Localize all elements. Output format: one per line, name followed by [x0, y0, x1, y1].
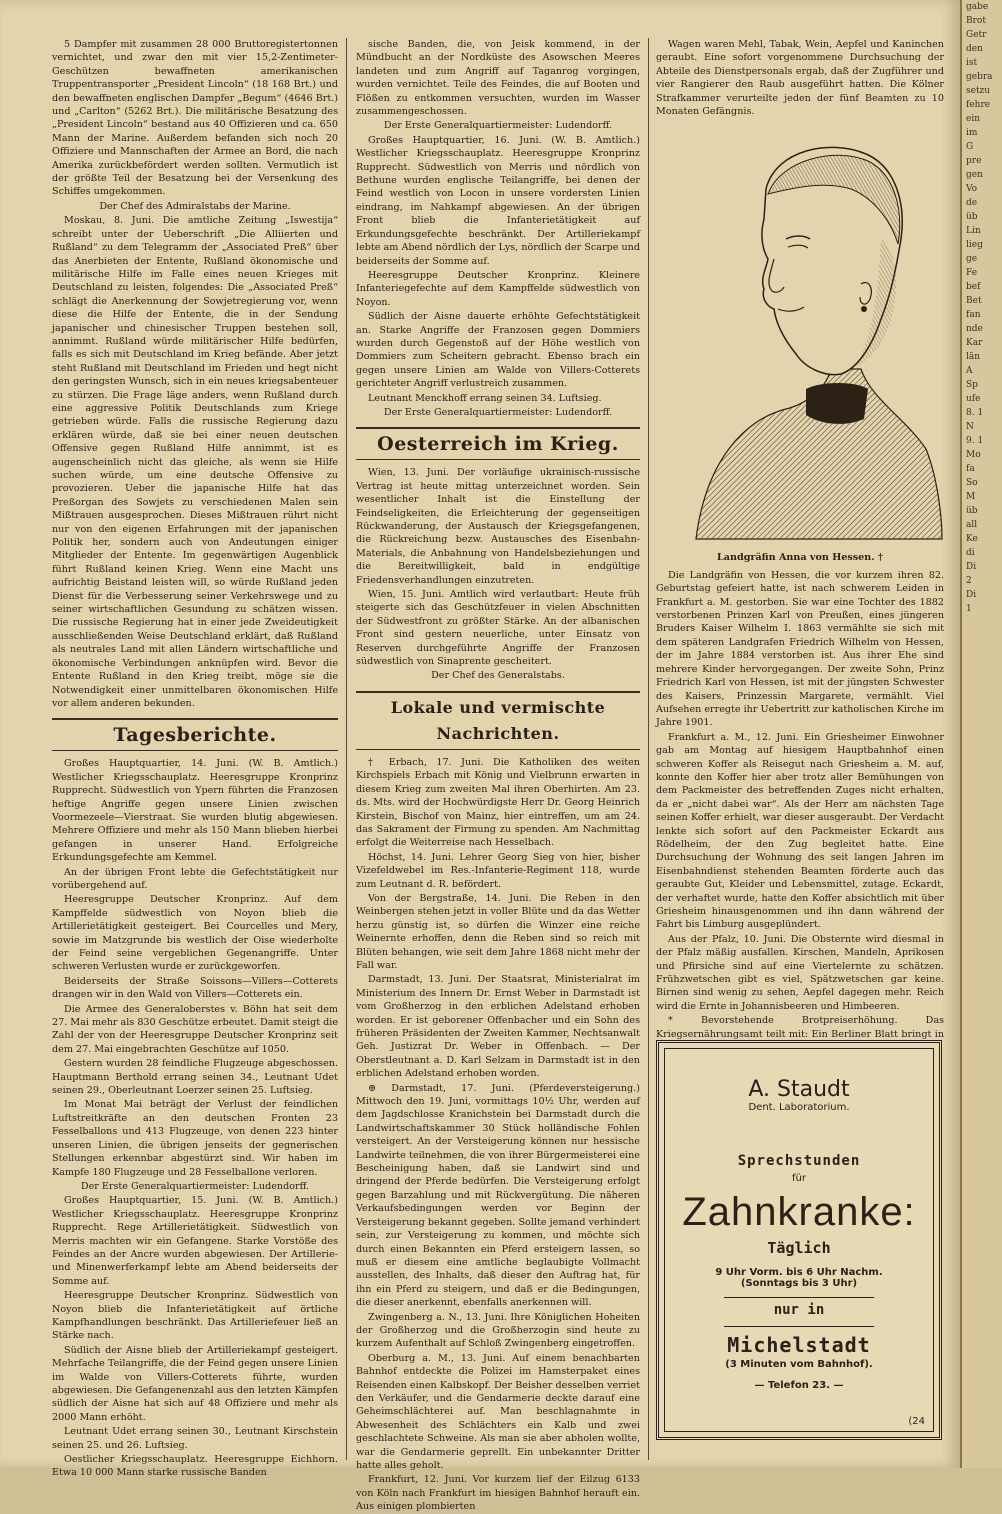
edge-fragment: Bet: [966, 296, 982, 306]
edge-fragment: Mo: [966, 450, 981, 460]
paragraph: † Erbach, 17. Juni. Die Katholiken des weiten Kirchspiels Erbach mit König und Vielbrunn erwarten in diesem Krieg zum zweiten Mal ihren Oberhirten. Am 23. ds. Mts. wird der Hochwürdigste Herr Dr. Georg Heinrich Kirstein, Bischof von Mainz, hier eintreffen, um am 24. das Sakrament der Firmung zu spenden. Am Nachmittag erfolgt die Weiterreise nach Hesselbach.: [356, 756, 640, 849]
edge-fragment: Fe: [966, 268, 978, 278]
edge-fragment: pre: [966, 156, 982, 166]
edge-fragment: di: [966, 548, 975, 558]
edge-fragment: So: [966, 478, 978, 488]
ad-city: Michelstadt: [727, 1333, 871, 1357]
paragraph: Großes Hauptquartier, 16. Juni. (W. B. Amtlich.) Westlicher Kriegsschauplatz. Heeresgruppe Kronprinz Rupprecht. Südwestlich von Merris und nördlich von Bethune wurden englische Teilangriffe, bei denen der Feind westlich von Locon in unsere vordersten Linien eindrang, im Nahkampf abgewiesen. An der übrigen Front blieb die Infanterietätigkeit auf Erkundungsgefechte beschränkt. Der Artilleriekampf lebte am Abend nördlich der Lys, nördlich der Scarpe und beiderseits der Somme auf.: [356, 134, 640, 267]
edge-fragment: bef: [966, 282, 981, 292]
edge-fragment: 8. 1: [966, 408, 984, 418]
edge-fragment: üb: [966, 212, 978, 222]
edge-fragment: län: [966, 352, 981, 362]
edge-fragment: fa: [966, 464, 975, 474]
advertisement-frame: [664, 1048, 934, 1432]
paragraph: Moskau, 8. Juni. Die amtliche Zeitung „Iswestija“ schreibt unter der Ueberschrift „Die Alliierten und Rußland“ zu dem Telegramm der „Associated Preß“ über das Anerbieten der Entente, Rußland ökonomische und militärische Hilfe im Falle eines neuen Krieges mit Deutschland zu leisten, folgendes: Die „Associated Preß“ schlägt die Anerkennung der Sowjetregierung vor, wenn diese die Hilfe der Entente, die in der Sendung japanischer und chinesischer Truppen bestehen soll, annimmt. Rußland würde militärischer Hilfe bedürfen, falls es sich mit Deutschland im Krieg befände. Aber jetzt steht Rußland mit Deutschland im Frieden und hegt nicht den geringsten Wunsch, sich in ein neues kriegsabenteuer zu stürzen. Die Frage läge anders, wenn Rußland durch eine aggressive Politik Deutschlands zum Kriege getrieben würde. Falls die russische Regierung dazu erklären würde, daß sie bei einer neuen deutschen Offensive gegen Rußland Hilfe annimmt, ist es augenscheinlich nicht das gleiche, als wenn sie Hilfe suchen würde, um eine deutsche Offensive zu provozieren. Ueber die japanische Hilfe hat das Preßorgan des Sowjets zu verschiedenen Malen sein Mißtrauen ausgesprochen. Dieses Mißtrauen rührt nicht nur von den eigenen Erfahrungen mit der japanischen Politik her, sondern auch von Andeutungen einiger Mitglieder der Entente. Im gegenwärtigen Augenblick führt Rußland keinen Krieg. Wenn eine Macht uns aufrichtig Beistand leisten will, so würde Rußland jeden Dienst für die Verbesserung seiner Verkehrswege und zu seiner wirtschaftlichen Gesundung zu schätzen wissen. Die russische Regierung hat in einer jede Zweideutigkeit ausschließenden Weise Deutschland erklärt, daß Rußland als neutrales Land mit allen Ländern wirtschaftliche und ökonomische Verbindungen anknüpfen wird. Bevor die Entente Rußland in den Krieg treibt, möge sie die Notwendigkeit einer unmittelbaren ökonomischen Hilfe vor allem anderen bekunden.: [52, 215, 338, 709]
adjacent-page-edge: [960, 0, 1002, 1468]
paragraph: 5 Dampfer mit zusammen 28 000 Bruttoregistertonnen vernichtet, und zwar den mit vier 15,2-Zentimeter-Geschützen bewaffneten amerikanischen Truppentransporter „President Lincoln“ (18 168 Brt.) und den bewaffneten englischen Dampfer „Begum“ (4646 Brt.) und „Carlton“ (5262 Brt.). Die militärische Besatzung des „President Lincoln“ bestand aus 40 Offizieren und ca. 650 Mann der Marine. Außerdem befanden sich noch 20 Offiziere und Mannschaften der Armee an Bord, die nach Amerika zurückbefördert werden sollten. Vermutlich ist der größte Teil der Besatzung bei der Versenkung des Schiffes umgekommen.: [52, 39, 338, 198]
edge-fragment: ein: [966, 114, 981, 124]
ad-number: (24: [908, 1416, 925, 1427]
edge-fragment: M: [966, 492, 976, 502]
ad-distance: (3 Minuten vom Bahnhof).: [725, 1359, 873, 1370]
edge-fragment: fan: [966, 310, 981, 320]
paragraph: Frankfurt, 12. Juni. Vor kurzem lief der Eilzug 6133 von Köln nach Frankfurt im hiesigen Bahnhof herauft ein. Aus einigen plombierten: [356, 1474, 640, 1513]
signature: Der Erste Generalquartiermeister: Ludendorff.: [80, 1180, 310, 1192]
portrait-caption: Landgräfin Anna von Hessen. †: [717, 552, 883, 564]
paragraph: Gestern wurden 28 feindliche Flugzeuge abgeschossen. Hauptmann Berthold errang seinen 34., Leutnant Udet seinen 29., Oberleutnant Loerzer seinen 25. Luftsieg.: [52, 1058, 338, 1097]
paragraph: Wagen waren Mehl, Tabak, Wein, Aepfel und Kaninchen geraubt. Eine sofort vorgenommene Durchsuchung der Abteile des Dienstpersonals ergab, daß der Zugführer und vier Rangierer den Raub ausgeführt hatten. Die Kölner Strafkammer verurteilte jeden der fünf Beamten zu 10 Monaten Gefängnis.: [656, 39, 944, 118]
edge-fragment: den: [966, 44, 983, 54]
edge-fragment: gebra: [966, 72, 993, 82]
paragraph: Die Armee des Generaloberstes v. Böhn hat seit dem 27. Mai mehr als 830 Geschütze erbeutet. Damit steigt die Zahl der von der Heeresgruppe Deutscher Kronprinz seit dem 27. Mai eingebrachten Geschütze auf 1050.: [52, 1003, 338, 1055]
edge-fragment: setzu: [966, 86, 991, 96]
paragraph: Großes Hauptquartier, 14. Juni. (W. B. Amtlich.) Westlicher Kriegsschauplatz. Heeresgruppe Kronprinz Rupprecht. Südwestlich von Ypern führten die Franzosen heftige Angriffe gegen unsere Linien zwischen Voormezeele—Vierstraat. Sie wurden blutig abgewiesen. Mehrere Offiziere und mehr als 150 Mann blieben hierbei gefangen in unserer Hand. Erfolgreiche Erkundungsgefechte am Kemmel.: [52, 758, 338, 864]
edge-fragment: Getr: [966, 30, 987, 40]
ad-daily: Täglich: [767, 1239, 831, 1257]
column-3: [656, 38, 944, 1040]
edge-fragment: üb: [966, 506, 978, 516]
signature: Der Chef des Generalstabs.: [431, 670, 565, 682]
edge-fragment: Kar: [966, 338, 983, 348]
ad-only-in: nur in: [773, 1302, 825, 1318]
paragraph: Frankfurt a. M., 12. Juni. Ein Griesheimer Einwohner gab am Montag auf hiesigem Hauptbahnhof einen schweren Koffer als Reisegut nach Griesheim a. M. auf, konnte den Koffer hier aber trotz aller Bemühungen von dem Packmeister des betreffenden Zuges nicht erhalten, da er „nicht dabei war“. Als der Herr am nächsten Tage seinen Koffer erhielt, war dieser ausgeraubt. Der Verdacht lenkte sich sofort auf den Packmeister Eckardt aus Rödelheim, der den Zug begleitet hatte. Eine Durchsuchung der Wohnung des seit langen Jahren im Eisenbahndienst stehenden Beamten förderte auch das geraubte Gut, Kleider und Lebensmittel, zutage. Eckardt, der verhaftet wurde, hatte den Koffer absichtlich mit über Griesheim hinausgenommen und ihn dann während der Fahrt bis Limburg ausgeplündert.: [656, 731, 944, 931]
paragraph: Wien, 15. Juni. Amtlich wird verlautbart: Heute früh steigerte sich das Geschützfeuer in vielen Abschnitten der Südwestfront zu größter Stärke. An der albanischen Front sind gestern neuerliche, unter Einsatz von Reserven durchgeführte Angriffe der Franzosen südwestlich von Sinaprente gescheitert.: [356, 589, 640, 668]
edge-fragment: Vo: [966, 184, 978, 194]
edge-fragment: Brot: [966, 16, 986, 26]
paragraph: Beiderseits der Straße Soissons—Villers—Cotterets drangen wir in den Wald von Villers—Cotterets ein.: [52, 975, 338, 1001]
edge-fragment: nde: [966, 324, 983, 334]
portrait-illustration: [656, 119, 944, 549]
paragraph: Aus der Pfalz, 10. Juni. Die Obsternte wird diesmal in der Pfalz mäßig ausfallen. Kirschen, Mandeln, Aprikosen und Pfirsiche sind auf eine Viertelernte zu schätzen. Frühzwetschen gibt es viel, Spätzwetschen gar keine. Birnen sind wenig zu sehen, Aepfel dagegen mehr. Reich wird die Ernte in Johannisbeeren und Himbeeren.: [656, 933, 944, 1012]
ad-divider: [724, 1326, 874, 1327]
edge-fragment: gabe: [966, 2, 989, 12]
paragraph: An der übrigen Front lebte die Gefechtstätigkeit nur vorübergehend auf.: [52, 866, 338, 891]
ad-for-label: für: [792, 1173, 806, 1184]
paragraph: Leutnant Udet errang seinen 30., Leutnant Kirschstein seinen 25. und 26. Luftsieg.: [52, 1426, 338, 1451]
signature: Der Erste Generalquartiermeister: Ludendorff.: [383, 406, 613, 418]
ad-hours-label: Sprechstunden: [737, 1153, 861, 1169]
edge-fragment: fehre: [966, 100, 991, 110]
paragraph: Großes Hauptquartier, 15. Juni. (W. B. Amtlich.) Westlicher Kriegsschauplatz. Heeresgruppe Kronprinz Rupprecht. Rege Artillerietätigkeit. Südwestlich von Merris machten wir ein Gefangene. Starke Vorstöße des Feindes an der Ancre wurden abgewiesen. Der Artillerie- und Minenwerferkampf lebte am Abend beiderseits der Somme auf.: [52, 1195, 338, 1287]
paragraph: Oestlicher Kriegsschauplatz. Heeresgruppe Eichhorn. Etwa 10 000 Mann starke russische Banden: [52, 1454, 338, 1479]
edge-fragment: A: [966, 366, 973, 376]
paragraph: sische Banden, die, von Jeisk kommend, in der Mündbucht an der Nordküste des Asowschen Meeres landeten und zum Angriff auf Taganrog vorgingen, wurden vernichtet. Teile des Feindes, die auf Booten und Flößen zu entkommen versuchten, wurden im Wasser zusammengeschossen.: [356, 39, 640, 118]
signature: Der Chef des Admiralstabs der Marine.: [99, 200, 291, 212]
edge-fragment: ufe: [966, 394, 981, 404]
paragraph: Heeresgruppe Deutscher Kronprinz. Südwestlich von Noyon blieb die Infanterietätigkeit auf örtliche Kampfhandlungen beschränkt. Das Artilleriefeuer ließ an Stärke nach.: [52, 1290, 338, 1342]
edge-fragment: ge: [966, 254, 978, 264]
edge-fragment: lieg: [966, 240, 983, 250]
edge-fragment: 1: [966, 604, 972, 614]
edge-fragment: Lin: [966, 226, 981, 236]
ad-name: A. Staudt: [748, 1077, 850, 1102]
paragraph: Wien, 13. Juni. Der vorläufige ukrainisch-russische Vertrag ist heute mittag unterzeichnet worden. Sein wesentlicher Inhalt ist die Einstellung der Feindseligkeiten, die Erleichterung der gegenseitigen Rückwanderung, der Austausch der Kriegsgefangenen, die Rückreichung bezw. Austausches des Eisenbahn-Materials, die Anbahnung von Handelsbeziehungen und die Bereitwilligkeit, bald in endgültige Friedensverhandlungen einzutreten.: [356, 467, 640, 586]
paragraph: Zwingenberg a. N., 13. Juni. Ihre Königlichen Hoheiten der Großherzog und die Großherzogin sind heute zu kurzem Aufenthalt auf Schloß Zwingenberg eingetroffen.: [356, 1311, 640, 1350]
section-heading-lokale: Lokale und vermischte Nachrichten.: [356, 691, 640, 750]
paragraph: Im Monat Mai beträgt der Verlust der feindlichen Luftstreitkräfte an den deutschen Fronten 23 Fesselballons und 413 Flugzeuge, von denen 223 hinter unseren Linien, die übrigen jenseits der gegnerischen Stellungen erkennbar abgestürzt sind. Wir haben im Kampfe 180 Flugzeuge und 28 Fesselballone verloren.: [52, 1099, 338, 1178]
edge-fragment: Ke: [966, 534, 978, 544]
column-1: [52, 38, 338, 1479]
edge-fragment: Di: [966, 562, 977, 572]
column-rule: [346, 38, 347, 1460]
ad-sunday: (Sonntags bis 3 Uhr): [740, 1278, 858, 1289]
paragraph: Heeresgruppe Deutscher Kronprinz. Kleinere Infanteriegefechte auf dem Kampffelde südwestlich von Noyon.: [356, 269, 640, 308]
edge-fragment: gen: [966, 170, 983, 180]
ad-subtitle: Dent. Laboratorium.: [748, 1102, 850, 1113]
paragraph: Höchst, 14. Juni. Lehrer Georg Sieg von hier, bisher Vizefeldwebel im Res.-Infanterie-Regiment 118, wurde zum Leutnant d. R. befördert.: [356, 851, 640, 890]
ad-times: 9 Uhr Vorm. bis 6 Uhr Nachm.: [715, 1267, 883, 1278]
column-rule: [648, 38, 649, 1460]
edge-fragment: all: [966, 520, 978, 530]
column-1-bottom: [52, 757, 338, 1480]
paragraph: Heeresgruppe Deutscher Kronprinz. Auf dem Kampffelde südwestlich von Noyon blieb die Artillerietätigkeit gesteigert. Bei Courcelles und Mery, sowie im Matzgrunde bis westlich der Oise wiederholte der Feind seine vergeblichen Gegenangriffe. Unter schweren Verlusten wurde er zurückgeworfen.: [52, 894, 338, 973]
paragraph: Darmstadt, 13. Juni. Der Staatsrat, Ministerialrat im Ministerium des Innern Dr. Ernst Weber in Darmstadt ist vom Großherzog in den erblichen Adelstand erhoben worden. Er ist geborener Offenbacher und ein Sohn des früheren Präsidenten der Zweiten Kammer, Nechtsanwalt Geh. Justizrat Dr. Weber in Offenbach. — Der Oberstleutnant a. D. Karl Selzam in Darmstadt ist in den erblichen Adelstand erhoben worden.: [356, 974, 640, 1080]
section-heading-oesterreich: Oesterreich im Krieg.: [356, 427, 640, 460]
signature: Der Erste Generalquartiermeister: Ludendorff.: [383, 120, 613, 132]
paragraph: Südlich der Aisne dauerte erhöhte Gefechtstätigkeit an. Starke Angriffe der Franzosen gegen Dommiers wurden durch Gegenstoß auf der Höhe westlich von Dommiers zum Scheitern gebracht. Ebenso brach ein gegen unsere Linien am Walde von Villers-Cotterets gerichteter Angriff verlustreich zusammen.: [356, 311, 640, 390]
edge-fragment: N: [966, 422, 974, 432]
edge-fragment: im: [966, 128, 978, 138]
paragraph: Südlich der Aisne blieb der Artilleriekampf gesteigert. Mehrfache Teilangriffe, die der Feind gegen unsere Linien im Walde von Villers-Cotterets führte, wurden abgewiesen. Die Gefangenenzahl aus den letzten Kämpfen südlich der Aisne hat sich auf 48 Offiziere und mehr als 2000 Mann erhöht.: [52, 1344, 338, 1423]
column-1-top: [52, 38, 338, 710]
ad-headline: Zahnkranke:: [682, 1190, 916, 1234]
ad-phone: — Telefon 23. —: [754, 1380, 844, 1391]
paragraph: Von der Bergstraße, 14. Juni. Die Reben in den Weinbergen stehen jetzt in voller Blüte und da das Wetter herzu günstig ist, so dürfen die Winzer eine reiche Weinernte erhoffen, denn die Reben sind so reich mit Blüten behangen, wie seit dem Jahre 1868 nicht mehr der Fall war.: [356, 892, 640, 971]
paragraph: Oberburg a. M., 13. Juni. Auf einem benachbarten Bahnhof entdeckte die Polizei im Hamsterpaket eines Reisenden einen Kalbskopf. Der Beisher desselben verriet den Verkäufer, und die Gendarmerie deckte darauf eine Geheimschlächterei auf. Man beschlagnahmte in Abwesenheit des Schlächters ein Kalb und zwei geschlachtete Schweine. Als man sie aber abholen wollte, war die Gendarmerie geprellt. Ein unbekannter Dritter hatte alles geholt.: [356, 1352, 640, 1471]
paragraph: * Bevorstehende Brotpreiserhöhung. Das Kriegsernährungsamt teilt mit: Ein Berliner Blatt bringt in: [656, 1015, 944, 1040]
edge-fragment: 2: [966, 576, 972, 586]
edge-fragment: G: [966, 142, 974, 152]
paragraph: Leutnant Menckhoff errang seinen 34. Luftsieg.: [368, 392, 602, 404]
edge-fragment: ist: [966, 58, 978, 68]
section-heading-tagesberichte: Tagesberichte.: [52, 718, 338, 751]
edge-fragment: Di: [966, 590, 977, 600]
adjacent-page-fragments: [962, 0, 1002, 616]
edge-fragment: 9. 1: [966, 436, 984, 446]
paragraph: ⊕ Darmstadt, 17. Juni. (Pferdeversteigerung.) Mittwoch den 19. Juni, vormittags 10½ Uhr, werden auf dem Jagdschlosse Kranichstein bei Darmstadt durch die Landwirtschaftskammer 30 Stück holländische Fohlen versteigert. An der Versteigerung können nur hessische Landwirte teilnehmen, die von ihrer Bürgermeisterei eine Bescheinigung haben, daß sie Landwirt sind und dringend der Pferde bedürfen. Die Versteigerung erfolgt gegen Barzahlung und mit Rückvergütung. Die näheren Verkaufsbedingungen werden vor Beginn der Versteigerung bekannt gegeben. Sollte jemand verhindert sein, zur Versteigerung zu kommen, und möchte sich durch einen Bekannten ein Pferd ersteigern lassen, so muß er diesem eine amtliche beglaubigte Vollmacht ausstellen, des Inhalts, daß dieser den Auftrag hat, für ihn ein Pferd zu steigern, und daß er die Bedingungen, die dieser anerkennt, ebenfalls anerkennen will.: [356, 1082, 640, 1309]
edge-fragment: Sp: [966, 380, 978, 390]
column-2: [356, 38, 640, 1513]
ad-divider: [724, 1297, 874, 1298]
edge-fragment: de: [966, 198, 978, 208]
paragraph: Die Landgräfin von Hessen, die vor kurzem ihren 82. Geburtstag gefeiert hatte, ist nach schwerem Leiden in Frankfurt a. M. gestorben. Sie war eine Tochter des 1882 verstorbenen Prinzen Karl von Preußen, eines jüngeren Bruders Kaiser Wilhelm I. 1863 vermählte sie sich mit dem späteren Landgrafen Friedrich Wilhelm von Hessen, der im Jahre 1884 verstorben ist. Aus ihrer Ehe sind mehrere Kinder hervorgegangen. Der zweite Sohn, Prinz Friedrich Karl von Hessen, ist mit der jüngsten Schwester des Kaisers, Prinzessin Margarete, vermählt. Viel Aufsehen erregte ihr Uebertritt zur katholischen Kirche im Jahre 1901.: [656, 569, 944, 729]
dentist-advertisement: [656, 1040, 942, 1440]
